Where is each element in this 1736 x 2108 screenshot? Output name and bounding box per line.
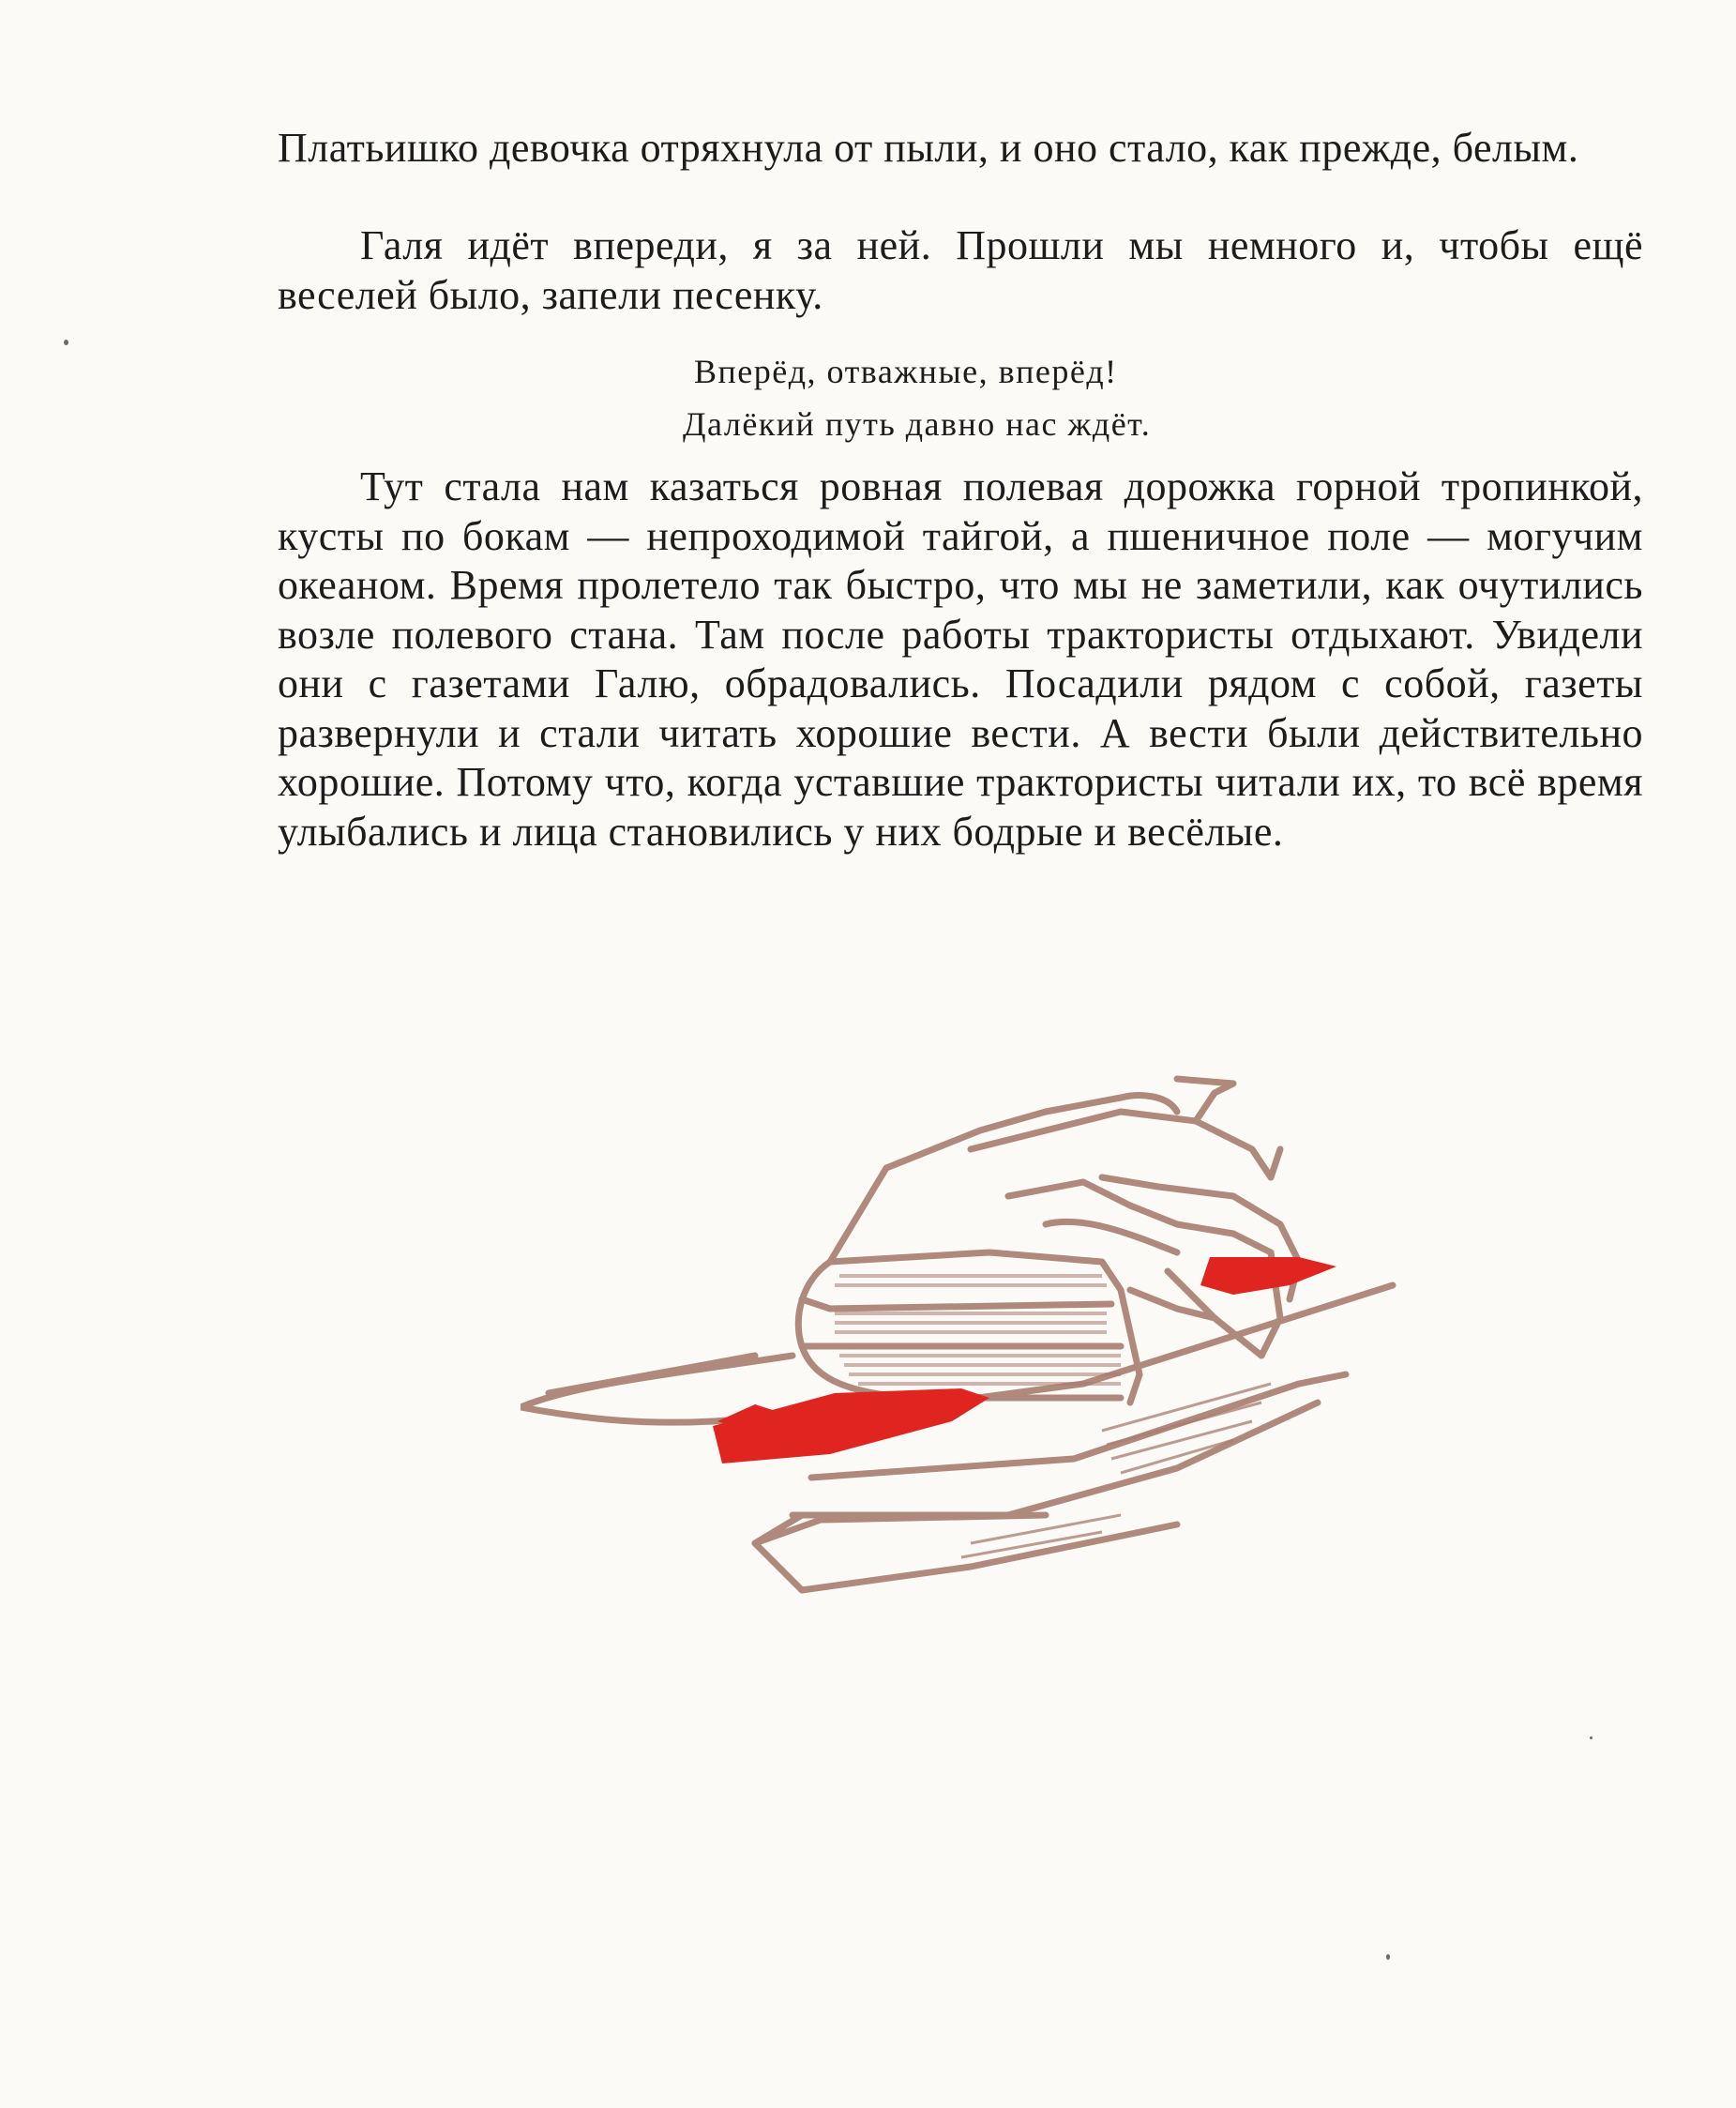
verse-line-1: Вперёд, отважные, вперёд! [694,353,1118,390]
paragraph-walking: Галя идёт впереди, я за ней. Прошли мы немного и, чтобы ещё веселей было, запели песенку. [278,222,1643,318]
paper-speck [1386,1954,1390,1960]
paper-speck [1590,1736,1593,1739]
song-verse [683,345,1152,450]
paragraph-tractor-drivers: Тут стала нам казаться ровная полевая дорожка горной тропинкой, кусты по бокам — непроходимой тайгой, а пшеничное поле — могучим океаном. Время пролетело так быстро, что мы не заметили, как очутились возле полевого стана. Там после работы трактористы отдыхают. Увидели они с газетами Галю, обрадовались. Посадили рядом с собой, газеты развернули и стали читать хорошие вести. А вести были действительно хорошие. Потому что, когда уставшие трактористы читали их, то всё время улыбались и лица становились у них бодрые и весёлые. [278,463,1643,855]
paragraph-dress: Платьишко девочка отряхнула от пыли, и оно стало, как прежде, белым. [278,125,1579,171]
verse-line-2: Далёкий путь давно нас ждёт. [683,405,1152,443]
books-newspapers-illustration [521,1074,1407,1600]
paper-speck [64,340,68,345]
